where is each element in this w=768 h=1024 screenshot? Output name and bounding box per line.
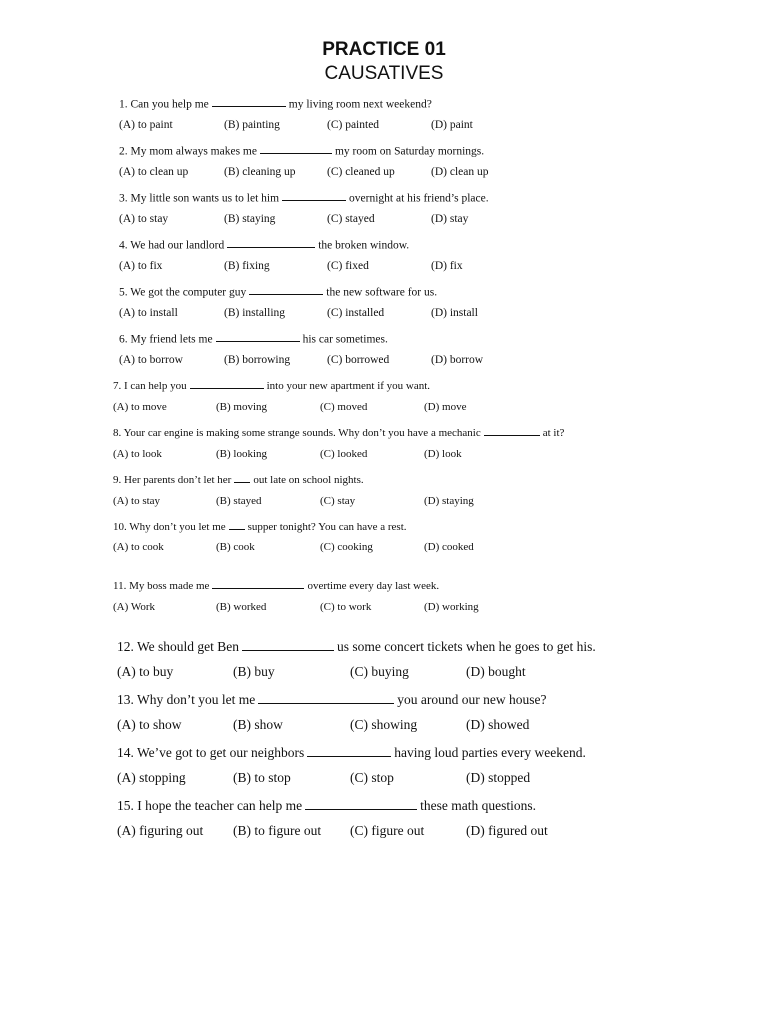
option-b: (B) buy	[233, 664, 275, 679]
option-a: (A) Work	[113, 601, 155, 613]
option-c: (C) painted	[327, 119, 380, 131]
question-stem	[119, 96, 432, 111]
answer-blank	[242, 638, 334, 651]
question-stem	[113, 519, 407, 533]
question-text-before: 2. My mom always makes me	[119, 145, 257, 158]
question-stem	[119, 190, 489, 205]
option-b: (B) to figure out	[233, 823, 322, 838]
option-c: (C) to work	[320, 601, 372, 613]
question-text-after: the new software for us.	[326, 286, 438, 299]
option-a: (A) to stay	[119, 213, 169, 225]
option-c: (C) looked	[320, 448, 368, 460]
option-a: (A) stopping	[117, 770, 186, 785]
option-d: (D) cooked	[424, 541, 474, 553]
option-c: (C) stayed	[327, 213, 375, 225]
option-b: (B) moving	[216, 401, 268, 413]
option-c: (C) cleaned up	[327, 166, 395, 178]
question-text-before: 1. Can you help me	[119, 98, 209, 111]
option-b: (B) worked	[216, 601, 267, 613]
question-text-before: 13. Why don’t you let me	[117, 692, 256, 708]
option-b: (B) borrowing	[224, 354, 291, 366]
option-d: (D) borrow	[431, 354, 484, 366]
option-a: (A) to fix	[119, 260, 163, 272]
question-stem	[113, 425, 564, 439]
option-c: (C) stay	[320, 495, 356, 507]
option-a: (A) to buy	[117, 664, 174, 679]
option-d: (D) bought	[466, 664, 526, 679]
option-c: (C) moved	[320, 401, 368, 413]
question-text-before: 6. My friend lets me	[119, 333, 213, 346]
option-b: (B) installing	[224, 307, 286, 319]
option-b: (B) fixing	[224, 260, 270, 272]
question-text-after: supper tonight? You can have a rest.	[247, 520, 407, 533]
option-b: (B) painting	[224, 119, 280, 131]
option-a: (A) to stay	[113, 495, 161, 507]
question-text-before: 15. I hope the teacher can help me	[117, 798, 303, 814]
option-c: (C) cooking	[320, 541, 373, 553]
question-text-after: out late on school nights.	[253, 473, 364, 486]
option-c: (C) figure out	[350, 823, 425, 838]
option-c: (C) borrowed	[327, 354, 390, 366]
question-text-before: 11. My boss made me	[113, 579, 210, 592]
answer-blank	[282, 190, 346, 201]
answer-blank	[229, 519, 245, 530]
option-a: (A) to install	[119, 307, 178, 319]
question-text-after: you around our new house?	[397, 692, 547, 708]
option-a: (A) to paint	[119, 119, 173, 131]
option-c: (C) fixed	[327, 260, 369, 272]
question-text-after: overnight at his friend’s place.	[349, 192, 489, 205]
option-a: (A) to borrow	[119, 354, 183, 366]
answer-blank	[212, 96, 286, 107]
option-d: (D) clean up	[431, 166, 489, 178]
option-b: (B) staying	[224, 213, 276, 225]
option-d: (D) figured out	[466, 823, 548, 838]
page-title: PRACTICE 01	[322, 39, 446, 60]
question-text-after: having loud parties every weekend.	[394, 745, 586, 761]
question-text-before: 10. Why don’t you let me	[113, 520, 226, 533]
option-d: (D) look	[424, 448, 462, 460]
option-c: (C) buying	[350, 664, 409, 679]
question-stem	[119, 143, 484, 158]
question-stem	[119, 331, 388, 346]
option-d: (D) stay	[431, 213, 469, 225]
option-d: (D) showed	[466, 717, 530, 732]
option-a: (A) to show	[117, 717, 182, 732]
option-b: (B) looking	[216, 448, 268, 460]
option-b: (B) cook	[216, 541, 255, 553]
question-text-after: overtime every day last week.	[307, 579, 440, 592]
option-a: (A) to move	[113, 401, 167, 413]
question-text-before: 12. We should get Ben	[117, 639, 240, 655]
answer-blank	[258, 691, 394, 704]
answer-blank	[234, 472, 250, 483]
question-text-before: 4. We had our landlord	[119, 239, 225, 252]
option-d: (D) fix	[431, 260, 463, 272]
option-b: (B) show	[233, 717, 283, 732]
answer-blank	[307, 744, 391, 757]
question-stem	[117, 638, 596, 654]
option-a: (A) figuring out	[117, 823, 204, 838]
option-d: (D) working	[424, 601, 479, 613]
option-d: (D) staying	[424, 495, 474, 507]
page-subtitle: CAUSATIVES	[324, 63, 444, 84]
question-text-before: 14. We’ve got to get our neighbors	[117, 745, 305, 761]
option-c: (C) showing	[350, 717, 418, 732]
question-stem	[119, 284, 437, 299]
answer-blank	[212, 578, 304, 589]
option-b: (B) cleaning up	[224, 166, 296, 178]
question-text-after: my room on Saturday mornings.	[334, 145, 485, 158]
question-text-before: 7. I can help you	[113, 379, 187, 392]
question-text-after: the broken window.	[318, 239, 410, 252]
question-stem	[117, 797, 536, 813]
question-text-after: into your new apartment if you want.	[266, 379, 431, 392]
question-stem	[113, 578, 439, 592]
question-text-before: 8. Your car engine is making some strange sounds. Why don’t you have a mechanic	[113, 426, 481, 439]
answer-blank	[305, 797, 417, 810]
answer-blank	[484, 425, 540, 436]
question-text-before: 9. Her parents don’t let her	[113, 473, 232, 486]
question-stem	[117, 691, 546, 707]
answer-blank	[249, 284, 323, 295]
question-text-after: at it?	[542, 426, 565, 439]
question-stem	[113, 472, 364, 486]
answer-blank	[227, 237, 315, 248]
question-text-after: my living room next weekend?	[288, 98, 432, 111]
question-text-after: us some concert tickets when he goes to get his.	[337, 639, 596, 655]
option-d: (D) paint	[431, 119, 473, 131]
question-text-after: these math questions.	[420, 798, 537, 814]
option-d: (D) move	[424, 401, 467, 413]
question-text-after: his car sometimes.	[302, 333, 388, 346]
question-stem	[117, 744, 586, 760]
option-b: (B) stayed	[216, 495, 262, 507]
question-stem	[113, 378, 430, 392]
question-text-before: 3. My little son wants us to let him	[119, 192, 280, 205]
answer-blank	[260, 143, 332, 154]
option-c: (C) installed	[327, 307, 385, 319]
question-text-before: 5. We got the computer guy	[119, 286, 247, 299]
option-a: (A) to cook	[113, 541, 164, 553]
option-c: (C) stop	[350, 770, 394, 785]
answer-blank	[216, 331, 300, 342]
option-d: (D) stopped	[466, 770, 531, 785]
option-b: (B) to stop	[233, 770, 291, 785]
question-stem	[119, 237, 409, 252]
option-a: (A) to look	[113, 448, 162, 460]
option-d: (D) install	[431, 307, 478, 319]
answer-blank	[190, 378, 264, 389]
option-a: (A) to clean up	[119, 166, 189, 178]
